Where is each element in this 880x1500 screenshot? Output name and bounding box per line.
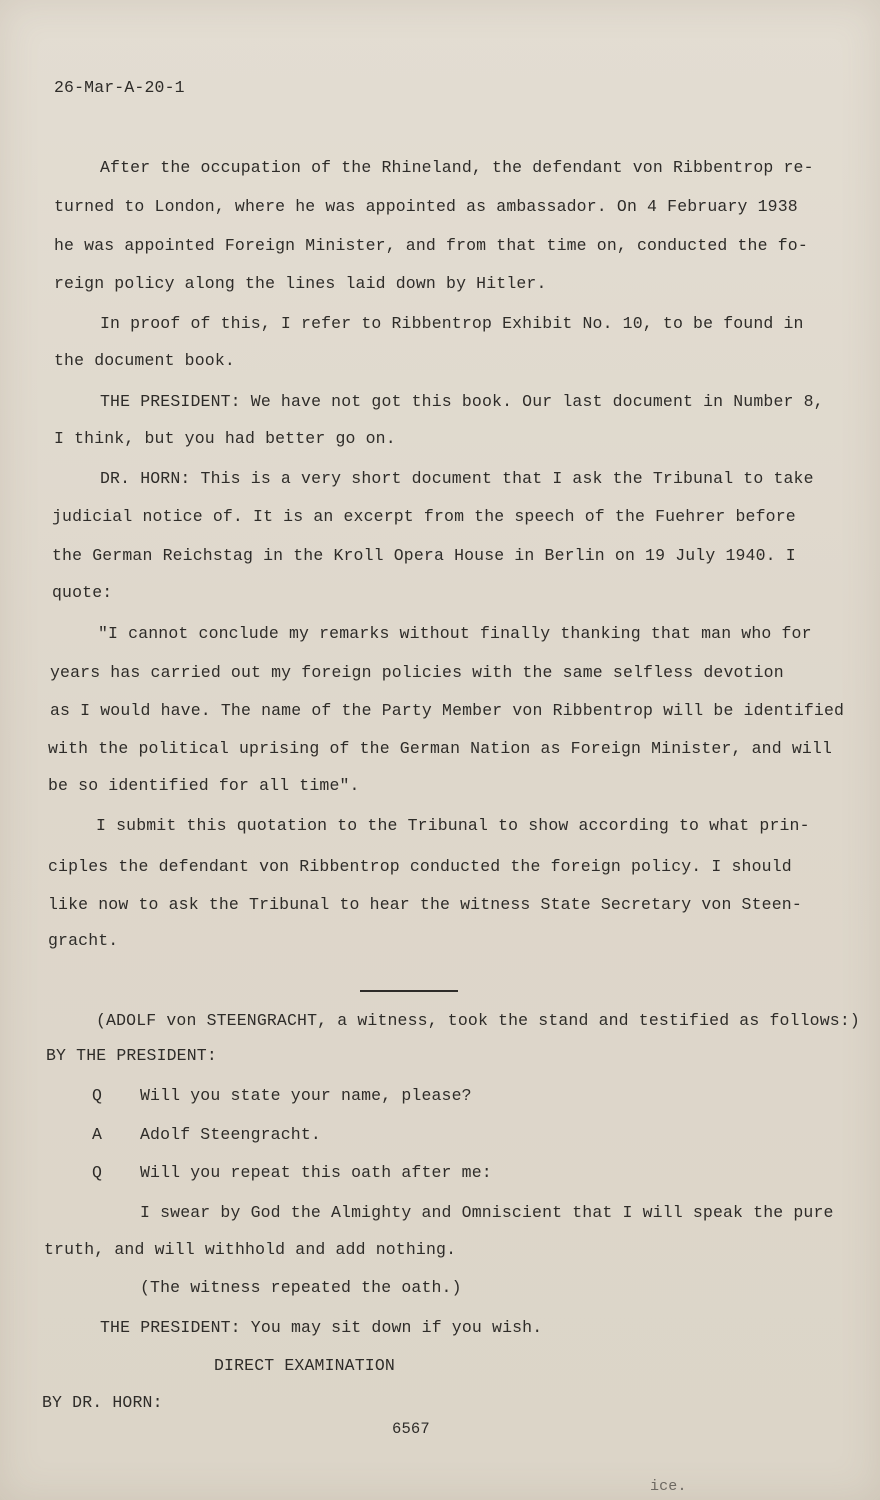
- paragraph-line: reign policy along the lines laid down by Hitler.: [54, 274, 547, 293]
- quote-line: be so identified for all time".: [48, 776, 360, 795]
- document-id: 26-Mar-A-20-1: [54, 78, 185, 97]
- paragraph-line: DR. HORN: This is a very short document that I ask the Tribunal to take: [100, 469, 814, 488]
- answer-label: A: [92, 1125, 103, 1144]
- by-the-president: BY THE PRESIDENT:: [46, 1046, 217, 1065]
- question-label: Q: [92, 1163, 103, 1182]
- by-dr-horn: BY DR. HORN:: [42, 1393, 163, 1412]
- paragraph-line: the German Reichstag in the Kroll Opera House in Berlin on 19 July 1940. I: [52, 546, 796, 565]
- stage-direction: (The witness repeated the oath.): [140, 1278, 462, 1297]
- witness-intro: (ADOLF von STEENGRACHT, a witness, took the stand and testified as follows:): [96, 1011, 860, 1030]
- paragraph-line: I submit this quotation to the Tribunal to show according to what prin-: [96, 816, 810, 835]
- paragraph-line: he was appointed Foreign Minister, and from that time on, conducted the fo-: [54, 236, 808, 255]
- paragraph-line: the document book.: [54, 351, 235, 370]
- section-divider: [360, 990, 458, 992]
- section-heading: DIRECT EXAMINATION: [214, 1356, 395, 1375]
- footer-office-fragment: ice.: [650, 1478, 687, 1495]
- president-statement: THE PRESIDENT: You may sit down if you wish.: [100, 1318, 543, 1337]
- answer-text: Adolf Steengracht.: [140, 1125, 321, 1144]
- oath-line: truth, and will withhold and add nothing.: [44, 1240, 457, 1259]
- question-text: Will you state your name, please?: [140, 1086, 472, 1105]
- question-label: Q: [92, 1086, 103, 1105]
- paragraph-line: I think, but you had better go on.: [54, 429, 396, 448]
- quote-line: years has carried out my foreign policies with the same selfless devotion: [50, 663, 784, 682]
- question-text: Will you repeat this oath after me:: [140, 1163, 492, 1182]
- paragraph-line: gracht.: [48, 931, 119, 950]
- quote-line: as I would have. The name of the Party Member von Ribbentrop will be identified: [50, 701, 845, 720]
- paragraph-line: ciples the defendant von Ribbentrop conducted the foreign policy. I should: [48, 857, 792, 876]
- paragraph-line: judicial notice of. It is an excerpt from the speech of the Fuehrer before: [52, 507, 796, 526]
- quote-line: "I cannot conclude my remarks without finally thanking that man who for: [98, 624, 812, 643]
- paragraph-line: In proof of this, I refer to Ribbentrop Exhibit No. 10, to be found in: [100, 314, 804, 333]
- quote-line: with the political uprising of the German Nation as Foreign Minister, and will: [48, 739, 833, 758]
- paragraph-line: quote:: [52, 583, 113, 602]
- page-number: 6567: [392, 1420, 430, 1438]
- paragraph-line: After the occupation of the Rhineland, the defendant von Ribbentrop re-: [100, 158, 814, 177]
- paragraph-line: like now to ask the Tribunal to hear the witness State Secretary von Steen-: [48, 895, 802, 914]
- paragraph-line: turned to London, where he was appointed as ambassador. On 4 February 1938: [54, 197, 798, 216]
- paragraph-line: THE PRESIDENT: We have not got this book. Our last document in Number 8,: [100, 392, 824, 411]
- oath-line: I swear by God the Almighty and Omniscient that I will speak the pure: [140, 1203, 834, 1222]
